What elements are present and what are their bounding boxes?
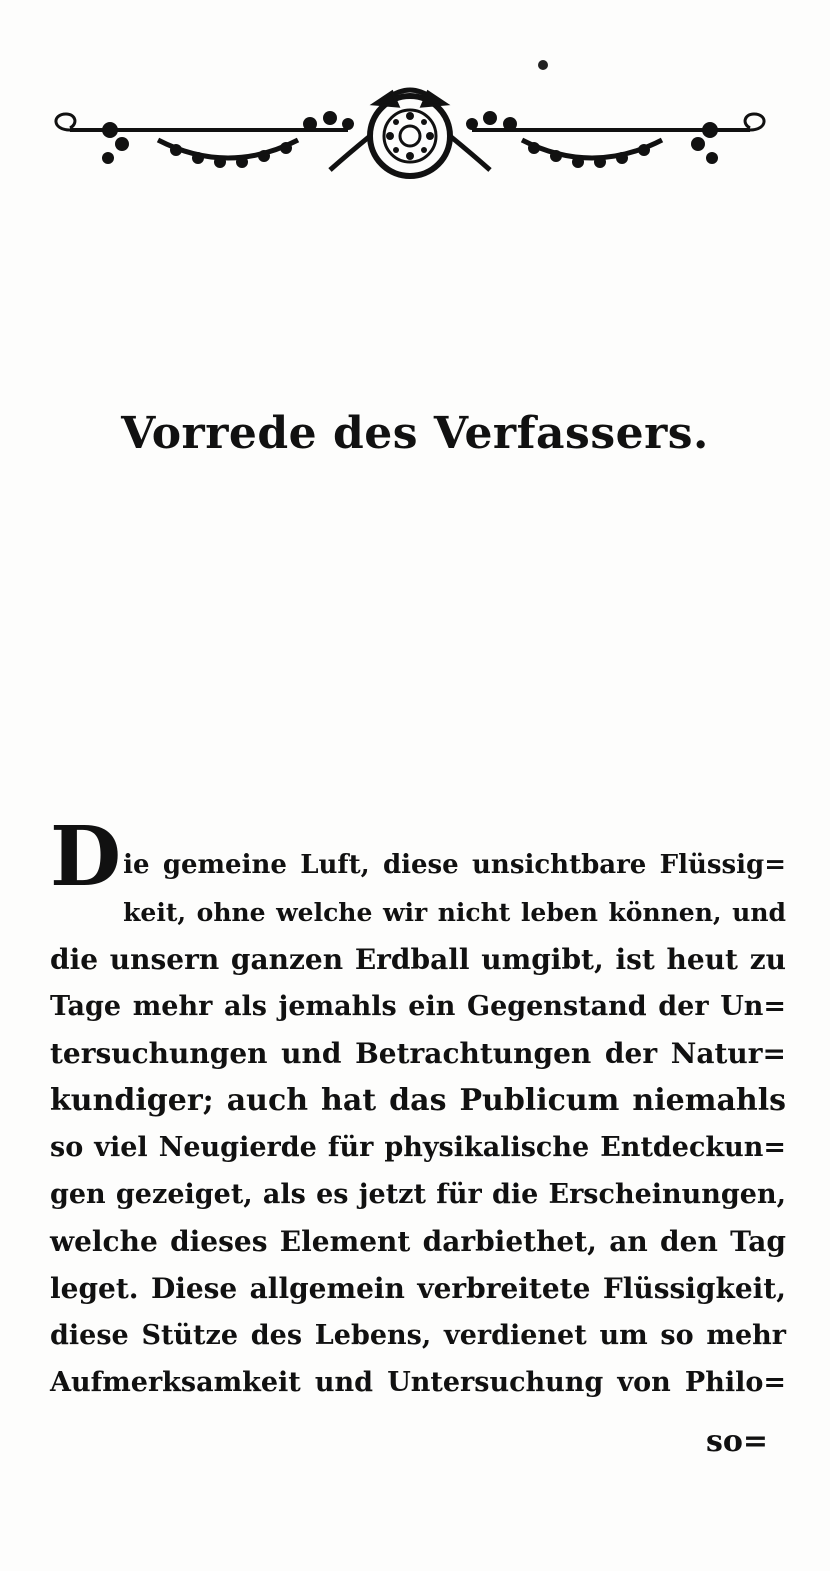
text-line-3: die unsern ganzen Erdball umgibt, ist heut zu: [50, 943, 786, 976]
floral-ornament-headpiece: [48, 84, 772, 188]
text-line-8: gen gezeiget, als es jetzt für die Erscheinungen,: [50, 1179, 786, 1210]
text-line-1: [50, 809, 786, 905]
preface-paragraph: [50, 809, 786, 1406]
text-line-11: diese Stütze des Lebens, verdienet um so mehr: [50, 1320, 786, 1351]
text-line-9: welche dieses Element darbiethet, an den Tag: [50, 1225, 786, 1258]
text-line-12: Aufmerksamkeit und Untersuchung von Philo=: [50, 1367, 786, 1398]
catchword: so=: [706, 1424, 769, 1459]
text-line-5: tersuchungen und Betrachtungen der Natur=: [50, 1037, 786, 1070]
page-title: Vorrede des Verfassers.: [121, 408, 709, 459]
text-line-6: kundiger; auch hat das Publicum niemahls: [50, 1083, 786, 1118]
text-line-4: Tage mehr als jemahls ein Gegenstand der Un=: [50, 991, 786, 1022]
text-line-7: so viel Neugierde für physikalische Entdeckun=: [50, 1132, 786, 1163]
text-line-1-content: ie gemeine Luft, diese unsichtbare Flüssig=: [123, 850, 786, 880]
ink-speck: [538, 60, 548, 70]
text-line-10: leget. Diese allgemein verbreitete Flüssigkeit,: [50, 1272, 786, 1305]
drop-cap: D: [50, 809, 122, 905]
text-line-2: keit, ohne welche wir nicht leben können, und: [123, 898, 786, 927]
